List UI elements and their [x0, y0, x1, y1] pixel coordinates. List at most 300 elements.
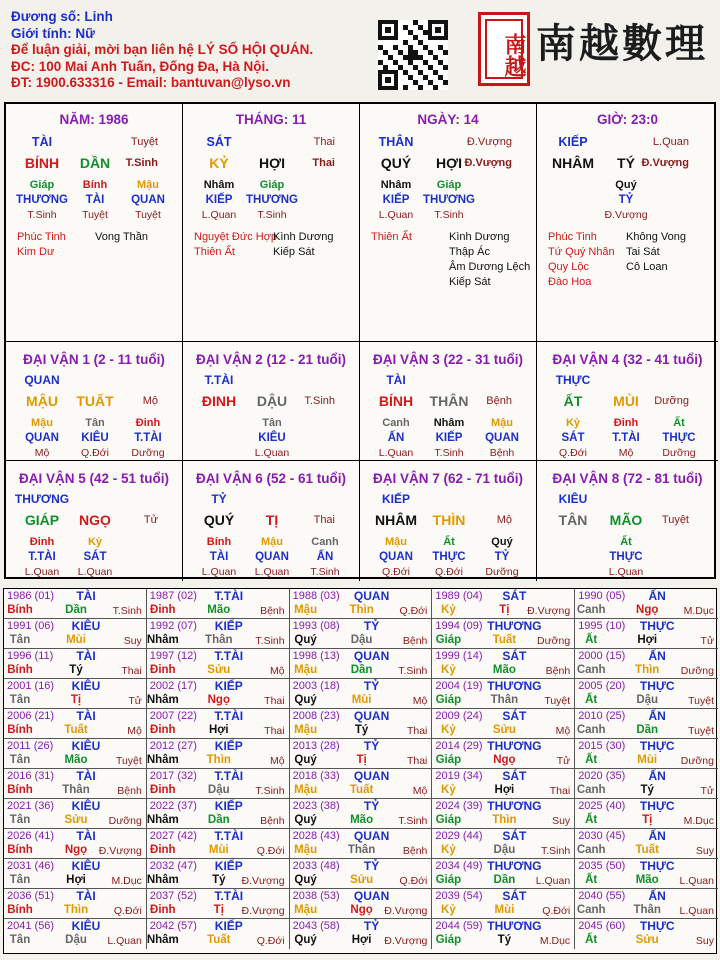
pillar-cell: [183, 104, 360, 342]
year-cell: [575, 919, 718, 949]
year-branch: Dậu: [493, 844, 516, 856]
year-cell: [147, 799, 290, 829]
year-cell: [575, 649, 718, 679]
year-stage: L.Quan: [679, 875, 714, 887]
address-line: ĐC: 100 Mai Anh Tuấn, Đống Đa, Hà Nội.: [11, 58, 270, 74]
year-label: 1987 (02): [149, 590, 197, 602]
year-god: SÁT: [502, 589, 527, 603]
year-god: THỰC: [639, 919, 675, 933]
year-god: TÀI: [76, 829, 96, 843]
hidden-god: THỰC: [609, 551, 643, 563]
year-stem: Canh: [576, 664, 606, 676]
pillar-god: THÂN: [378, 135, 414, 149]
year-stage: Tuyệt: [115, 755, 142, 767]
year-stem: Đinh: [150, 664, 176, 676]
hidden-god: T.TÀI: [134, 432, 162, 444]
year-label: 2018 (33): [292, 770, 340, 782]
year-cell: [147, 829, 290, 859]
hidden-stage: L.Quan: [378, 209, 414, 221]
dai-van-god: T.TÀI: [204, 373, 234, 387]
hidden-stem: Kỷ: [565, 417, 581, 429]
year-stem: Đinh: [150, 844, 176, 856]
pillar-god: SÁT: [206, 135, 232, 149]
year-label: 2020 (35): [578, 770, 626, 782]
dai-van-branch: NGỌ: [79, 512, 111, 528]
year-branch: Dậu: [207, 784, 230, 796]
year-stem: Canh: [576, 724, 606, 736]
year-label: 2035 (50): [578, 860, 626, 872]
year-label: 2008 (23): [292, 710, 340, 722]
pillar-branch-stage: Đ.Vượng: [641, 157, 689, 169]
hidden-stem: Bính: [206, 536, 232, 548]
year-stage: Q.Đới: [256, 845, 285, 857]
hidden-stage: T.Sinh: [434, 447, 464, 459]
year-stem: Canh: [576, 904, 606, 916]
year-cell: [290, 679, 433, 709]
pillar-title: NGÀY: 14: [417, 112, 479, 127]
year-cell: [4, 679, 147, 709]
year-stage: Tuyệt: [688, 695, 714, 707]
year-god: SÁT: [502, 829, 527, 843]
year-stage: Dưỡng: [537, 635, 571, 647]
hidden-stage: Đ.Vượng: [604, 209, 648, 221]
year-stage: M.Dục: [539, 935, 571, 947]
year-stem: Bính: [7, 844, 33, 856]
year-god: TỶ: [363, 799, 380, 813]
year-god: KIÊU: [71, 679, 101, 693]
star-left: Phúc Tinh: [17, 231, 66, 243]
pillar-stage: L.Quan: [652, 136, 689, 148]
hidden-stage: L.Quan: [608, 566, 644, 578]
year-label: 1988 (03): [292, 590, 340, 602]
year-label: 2014 (29): [435, 740, 483, 752]
year-god: QUAN: [353, 709, 390, 723]
year-stem: Đinh: [150, 784, 176, 796]
year-stage: Bệnh: [402, 635, 428, 647]
year-stage: T.Sinh: [112, 605, 142, 617]
year-branch: Dậu: [350, 634, 373, 646]
pillar-god: KIẾP: [558, 135, 588, 149]
year-label: 2041 (56): [7, 920, 55, 932]
year-stem: Bính: [7, 664, 33, 676]
year-cell: [432, 919, 575, 949]
year-stem: Nhâm: [146, 634, 179, 646]
dai-van-stage: Tử: [143, 514, 158, 526]
year-stem: Mậu: [294, 604, 318, 616]
hidden-god: KIẾP: [435, 432, 463, 444]
dai-van-branch: TỊ: [265, 512, 279, 528]
year-label: 2039 (54): [435, 890, 483, 902]
phone-email-line: ĐT: 1900.633316 - Email: bantuvan@lyso.vn: [11, 75, 291, 91]
year-branch: Tuất: [635, 844, 659, 856]
year-label: 2019 (34): [435, 770, 483, 782]
year-cell: [575, 589, 718, 619]
year-label: 2017 (32): [149, 770, 197, 782]
year-stage: Bệnh: [117, 785, 142, 797]
year-god: KIÊU: [71, 859, 101, 873]
year-label: 2011 (26): [7, 740, 54, 752]
year-stage: Bệnh: [260, 605, 285, 617]
year-stem: Đinh: [150, 724, 176, 736]
year-stage: Mộ: [270, 755, 285, 767]
year-stage: T.Sinh: [398, 815, 428, 827]
year-branch: Ngọ: [350, 904, 373, 916]
year-branch: Dậu: [636, 694, 659, 706]
hidden-stem: Mậu: [261, 536, 283, 548]
year-label: 1990 (05): [578, 590, 626, 602]
year-label: 2038 (53): [292, 890, 340, 902]
dai-van-title: ĐẠI VẬN 8 (72 - 81 tuổi): [552, 471, 703, 486]
year-god: KIẾP: [214, 799, 243, 813]
hidden-god: THỰC: [432, 551, 466, 563]
year-label: 2031 (46): [7, 860, 55, 872]
year-cell: [4, 859, 147, 889]
dai-van-cell: [6, 461, 183, 581]
year-cell: [290, 709, 433, 739]
year-stem: Giáp: [435, 934, 462, 946]
hidden-stem: Ất: [443, 536, 455, 548]
year-stem: Tân: [9, 814, 31, 826]
year-label: 2033 (48): [292, 860, 340, 872]
year-stem: Nhâm: [146, 694, 179, 706]
dai-van-stem: GIÁP: [24, 512, 60, 528]
year-stem: Tân: [9, 694, 31, 706]
year-god: QUAN: [353, 589, 390, 603]
dai-van-branch: TUẤT: [76, 393, 114, 409]
hidden-stage: L.Quan: [254, 566, 290, 578]
year-branch: Mùi: [66, 634, 86, 646]
year-branch: Tuất: [64, 724, 88, 736]
year-stem: Tân: [9, 874, 31, 886]
year-branch: Thìn: [63, 904, 89, 916]
year-stem: Ất: [585, 634, 598, 646]
year-label: 2040 (55): [578, 890, 626, 902]
year-cell: [290, 889, 433, 919]
hidden-stage: Mộ: [618, 447, 634, 459]
year-branch: Ngọ: [207, 694, 230, 706]
dai-van-god: TÀI: [386, 373, 406, 387]
year-stage: Q.Đới: [256, 935, 285, 947]
star-right: Tai Sát: [626, 246, 660, 258]
year-cell: [432, 859, 575, 889]
year-stem: Nhâm: [146, 934, 179, 946]
year-label: 1999 (14): [435, 650, 483, 662]
year-god: TÀI: [76, 709, 96, 723]
dai-van-cell: [360, 342, 537, 461]
year-label: 2010 (25): [578, 710, 626, 722]
year-stem: Mậu: [294, 784, 318, 796]
year-stem: Giáp: [435, 874, 462, 886]
year-branch: Mão: [207, 604, 231, 616]
dai-van-stage: Dưỡng: [654, 395, 689, 407]
hidden-stage: T.Sinh: [257, 209, 287, 221]
hidden-god: SÁT: [83, 551, 107, 563]
year-cell: [432, 679, 575, 709]
year-cell: [575, 679, 718, 709]
year-god: THƯƠNG: [487, 859, 542, 873]
gender-label: Giới tính:: [11, 25, 72, 41]
dai-van-stem: ẤT: [563, 393, 583, 409]
hidden-stage: L.Quan: [201, 566, 237, 578]
dai-van-god: THƯƠNG: [14, 492, 70, 506]
dai-van-branch: DẬU: [256, 393, 288, 409]
year-stem: Mậu: [294, 904, 318, 916]
year-branch: Thân: [347, 844, 376, 856]
year-stem: Mậu: [294, 664, 318, 676]
year-label: 1986 (01): [7, 590, 55, 602]
pillar-branch-stage: T.Sinh: [125, 157, 158, 169]
year-god: SÁT: [502, 769, 527, 783]
year-stem: Tân: [9, 934, 31, 946]
year-branch: Tuất: [207, 934, 231, 946]
year-branch: Sửu: [350, 874, 374, 886]
year-stage: Đ.Vượng: [384, 905, 428, 917]
year-branch: Mùi: [494, 904, 515, 916]
year-stage: Dưỡng: [680, 755, 714, 767]
year-branch: Hợi: [208, 724, 229, 736]
year-cell: [432, 799, 575, 829]
star-right: Cô Loan: [626, 261, 668, 273]
year-stem: Canh: [576, 784, 606, 796]
year-branch: Tị: [70, 694, 82, 706]
year-branch: Thìn: [206, 754, 231, 766]
dai-van-god: KIÊU: [558, 492, 588, 506]
year-god: THƯƠNG: [487, 619, 542, 633]
year-branch: Sửu: [64, 814, 88, 826]
year-stem: Quý: [294, 814, 317, 826]
year-stem: Canh: [576, 604, 606, 616]
year-stage: Q.Đới: [399, 605, 428, 617]
year-cell: [147, 859, 290, 889]
hidden-stage: Q.Đới: [435, 566, 463, 578]
year-cell: [290, 769, 433, 799]
year-branch: Hợi: [66, 874, 86, 886]
year-stem: Mậu: [294, 724, 318, 736]
year-label: 2032 (47): [149, 860, 197, 872]
year-cell: [575, 799, 718, 829]
year-god: KIẾP: [214, 679, 243, 693]
year-stage: T.Sinh: [398, 665, 428, 677]
year-label: 1994 (09): [435, 620, 483, 632]
hidden-stage: Dưỡng: [662, 447, 696, 459]
dai-van-branch: THÌN: [432, 512, 466, 528]
year-branch: Mão: [635, 874, 659, 886]
seal-stamp-icon: [478, 12, 530, 86]
year-label: 2028 (43): [292, 830, 340, 842]
year-stage: Suy: [552, 815, 571, 827]
year-label: 2034 (49): [435, 860, 483, 872]
year-stage: Suy: [695, 935, 714, 947]
year-label: 2030 (45): [578, 830, 626, 842]
year-stage: Bệnh: [545, 665, 571, 677]
hidden-stage: T.Sinh: [434, 209, 464, 221]
year-god: KIẾP: [214, 739, 243, 753]
star-left: Thiên Ất: [371, 231, 412, 243]
year-stem: Canh: [576, 844, 606, 856]
year-god: THỰC: [639, 679, 675, 693]
year-stage: Mộ: [555, 725, 571, 737]
hidden-god: QUAN: [131, 194, 165, 206]
year-label: 2027 (42): [149, 830, 197, 842]
year-label: 1993 (08): [292, 620, 340, 632]
qr-code-icon: [378, 20, 448, 90]
hidden-stem: Mậu: [31, 417, 53, 429]
year-branch: Dần: [65, 604, 87, 616]
dai-van-title: ĐẠI VẬN 7 (62 - 71 tuổi): [372, 471, 524, 486]
year-cell: [4, 709, 147, 739]
year-stem: Giáp: [435, 754, 462, 766]
year-cell: [147, 709, 290, 739]
hidden-stem: Đinh: [135, 417, 161, 429]
year-stage: M.Dục: [683, 605, 714, 617]
year-god: T.TÀI: [214, 889, 244, 903]
year-label: 2004 (19): [435, 680, 483, 692]
year-stem: Kỷ: [441, 604, 456, 616]
year-god: T.TÀI: [214, 589, 244, 603]
hidden-stage: Tuyệt: [135, 209, 161, 221]
hidden-stem: Giáp: [259, 179, 285, 191]
hidden-stage: L.Quan: [254, 447, 290, 459]
year-stage: Thai: [121, 665, 142, 677]
year-branch: Tị: [356, 754, 367, 766]
year-stage: Thai: [406, 725, 428, 737]
hidden-stem: Nhâm: [380, 179, 412, 191]
year-label: 2045 (60): [578, 920, 626, 932]
year-label: 1991 (06): [7, 620, 55, 632]
year-branch: Thìn: [635, 664, 660, 676]
year-stage: Tuyệt: [544, 695, 571, 707]
year-label: 1989 (04): [435, 590, 483, 602]
pillar-title: GIỜ: 23:0: [596, 112, 659, 127]
year-stage: Q.Đới: [399, 875, 428, 887]
year-stem: Quý: [294, 934, 317, 946]
year-stage: M.Dục: [111, 875, 142, 887]
year-god: THƯƠNG: [487, 919, 542, 933]
year-god: QUAN: [353, 769, 390, 783]
year-branch: Dần: [493, 874, 516, 886]
year-stem: Quý: [294, 874, 317, 886]
hidden-stem: Mậu: [385, 536, 407, 548]
dai-van-stage: Bệnh: [486, 395, 512, 407]
year-branch: Mùi: [637, 754, 658, 766]
year-label: 2029 (44): [435, 830, 483, 842]
year-branch: Tý: [640, 784, 654, 796]
year-branch: Tuất: [349, 784, 374, 796]
hidden-stage: Tuyệt: [82, 209, 108, 221]
year-stage: Q.Đới: [113, 905, 142, 917]
year-stage: T.Sinh: [541, 845, 571, 857]
hidden-stage: L.Quan: [77, 566, 113, 578]
dai-van-god: KIẾP: [381, 492, 411, 506]
year-god: T.TÀI: [214, 829, 244, 843]
year-label: 2002 (17): [149, 680, 197, 692]
year-cell: [4, 799, 147, 829]
hidden-stem: Đinh: [29, 536, 55, 548]
year-stage: Tử: [700, 635, 714, 647]
year-branch: Dậu: [65, 934, 87, 946]
year-stage: Tử: [556, 755, 571, 767]
year-stem: Ất: [585, 694, 598, 706]
year-label: 2023 (38): [292, 800, 340, 812]
year-god: SÁT: [502, 709, 527, 723]
year-label: 2001 (16): [7, 680, 55, 692]
annual-luck-grid: [3, 588, 717, 954]
star-left: Đào Hoa: [548, 276, 592, 288]
dai-van-cell: [537, 461, 718, 581]
year-god: TỶ: [363, 619, 380, 633]
year-label: 2016 (31): [7, 770, 55, 782]
year-cell: [290, 919, 433, 949]
dai-van-title: ĐẠI VẬN 1 (2 - 11 tuổi): [23, 352, 165, 367]
pillar-stem: BÍNH: [24, 155, 60, 171]
year-god: QUAN: [353, 889, 390, 903]
year-label: 2024 (39): [435, 800, 483, 812]
year-cell: [290, 799, 433, 829]
year-stage: Tử: [128, 695, 142, 707]
dai-van-title: ĐẠI VẬN 5 (42 - 51 tuổi): [18, 471, 170, 486]
year-cell: [4, 829, 147, 859]
star-left: Nguyệt Đức Hợp: [194, 231, 278, 243]
year-stage: Suy: [123, 635, 142, 647]
year-branch: Dần: [207, 814, 230, 826]
hidden-stem: Tân: [262, 417, 282, 429]
year-stem: Giáp: [435, 634, 462, 646]
dai-van-stage: T.Sinh: [304, 395, 335, 407]
year-stage: Bệnh: [402, 845, 428, 857]
year-branch: Thìn: [492, 814, 517, 826]
year-god: KIẾP: [214, 619, 243, 633]
year-stem: Tân: [9, 634, 31, 646]
year-cell: [147, 889, 290, 919]
year-god: SÁT: [502, 649, 527, 663]
year-cell: [290, 589, 433, 619]
year-stage: L.Quan: [535, 875, 571, 887]
dai-van-stem: BÍNH: [378, 393, 414, 409]
year-cell: [575, 859, 718, 889]
year-label: 2042 (57): [149, 920, 197, 932]
hidden-god: THƯƠNG: [16, 194, 68, 206]
dai-van-branch: MÃO: [609, 512, 643, 528]
year-label: 2044 (59): [435, 920, 483, 932]
year-stem: Mậu: [294, 844, 318, 856]
star-right: Vong Thần: [95, 231, 149, 243]
year-stage: Mộ: [127, 725, 142, 737]
hidden-god: KIẾP: [205, 194, 233, 206]
year-cell: [290, 739, 433, 769]
year-cell: [575, 829, 718, 859]
dai-van-god: THỰC: [555, 373, 591, 387]
dai-van-cell: [6, 342, 183, 461]
hidden-god: TÀI: [85, 194, 105, 206]
hidden-stem: Mậu: [491, 417, 513, 429]
year-stem: Kỷ: [441, 724, 456, 736]
year-stem: Nhâm: [146, 874, 179, 886]
year-label: 1995 (10): [578, 620, 626, 632]
year-label: 2043 (58): [292, 920, 340, 932]
star-left: Tứ Quý Nhân: [548, 246, 615, 258]
year-cell: [432, 829, 575, 859]
year-cell: [147, 649, 290, 679]
year-god: TỶ: [363, 919, 380, 933]
year-cell: [432, 709, 575, 739]
pillar-stem: KỶ: [209, 155, 229, 171]
star-right: Kiếp Sát: [273, 246, 315, 258]
dai-van-cell: [183, 461, 360, 581]
pillar-branch: HỢI: [259, 155, 285, 171]
year-stem: Đinh: [150, 904, 176, 916]
year-god: ẤN: [648, 709, 666, 723]
hidden-god: KIÊU: [258, 432, 286, 444]
